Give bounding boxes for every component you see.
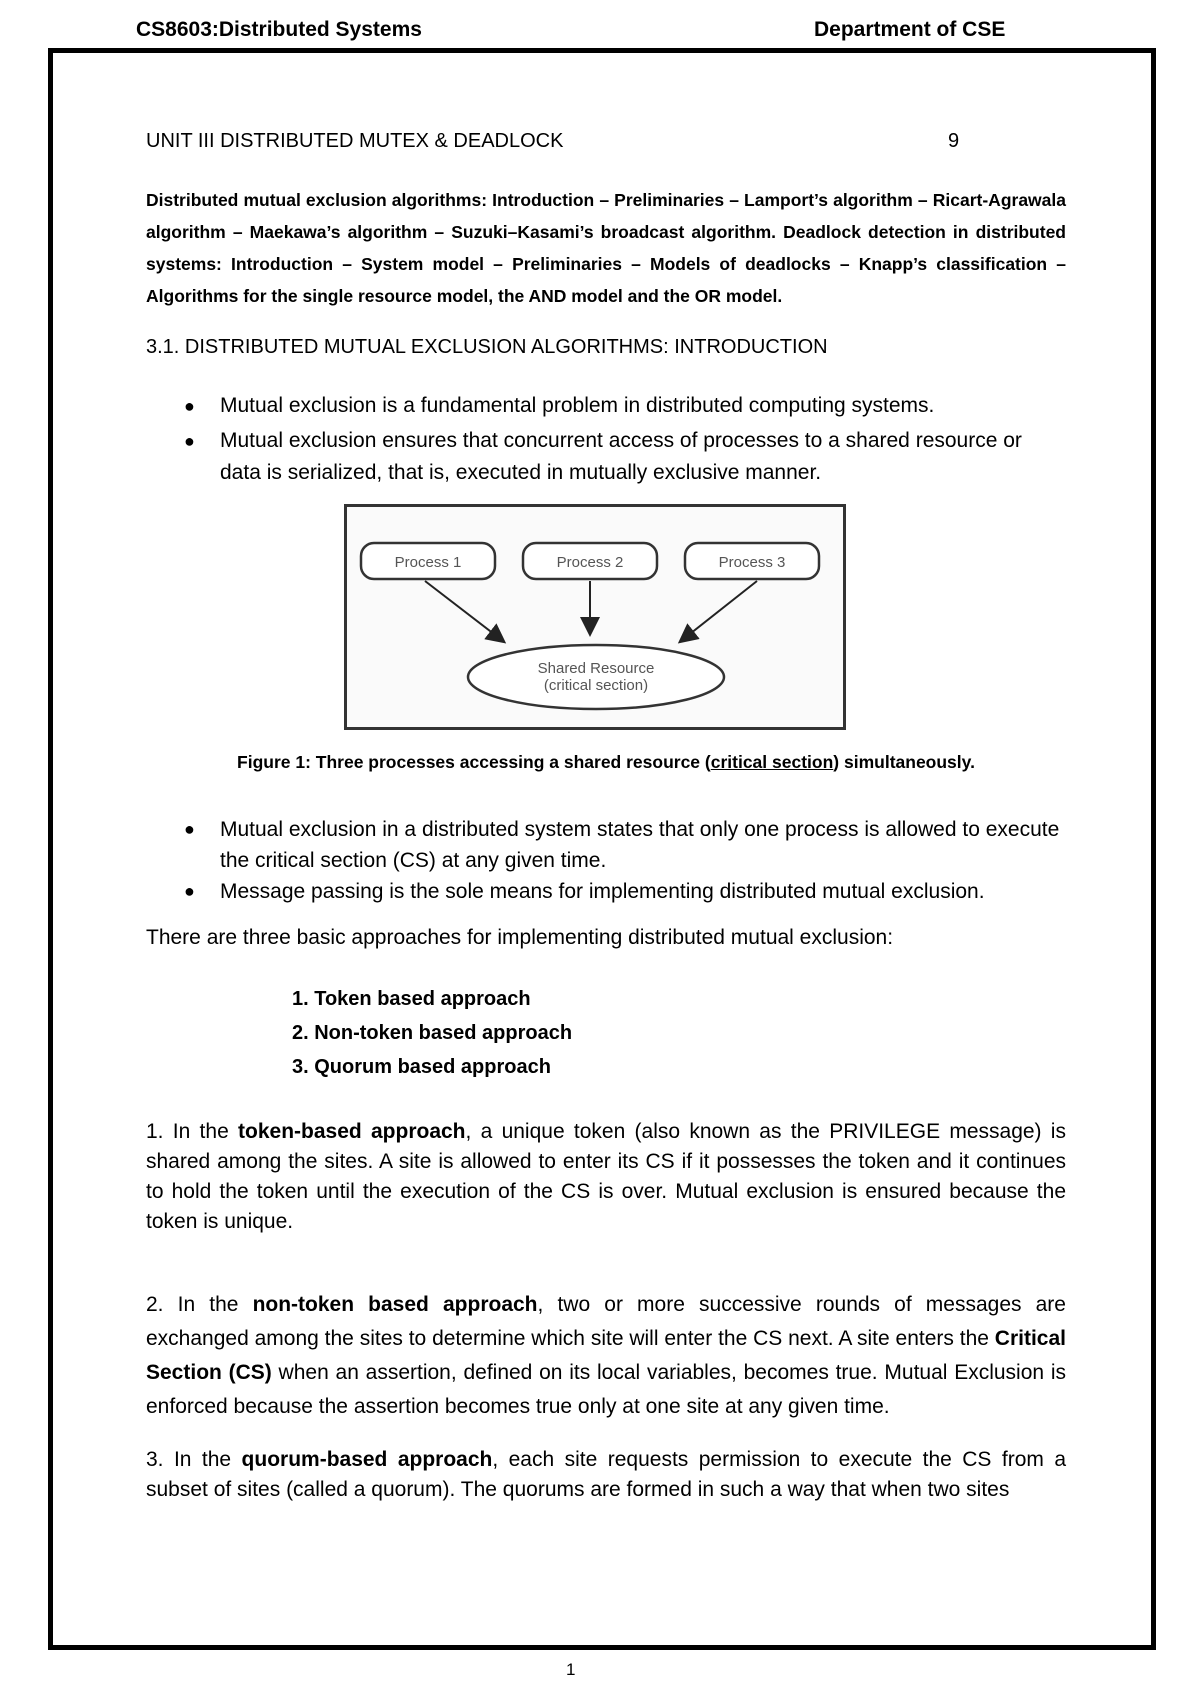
process3-label: Process 3 xyxy=(718,554,786,571)
list-item: ● Mutual exclusion is a fundamental problem in distributed computing systems. xyxy=(146,390,1066,422)
resource-label-2: (critical section) xyxy=(543,677,649,694)
list-item: 3. Quorum based approach xyxy=(292,1056,551,1078)
diagram-svg xyxy=(347,507,843,727)
page-number: 1 xyxy=(566,1660,576,1679)
bullet-list-bottom xyxy=(146,814,1066,907)
list-item: ● Mutual exclusion ensures that concurrent access of processes to a shared resource or data is serialized, that is, executed in mutually exclusive manner. xyxy=(146,425,1066,489)
section-title: 3.1. DISTRIBUTED MUTUAL EXCLUSION ALGORITHMS: INTRODUCTION xyxy=(146,336,828,358)
process-diagram xyxy=(344,504,846,730)
header-department: Department of CSE xyxy=(814,18,1006,41)
list-item: 1. Token based approach xyxy=(292,988,531,1010)
critical-section-link: critical section xyxy=(710,752,834,772)
paragraph-non-token: 2. In the non-token based approach, two or more successive rounds of messages are exchanged among the sites to determine which site will enter the CS next. A site enters the Critical Section (CS) when an assertion, defined on its local variables, becomes true. Mutual Exclusion is enforced because the assertion becomes true only at one site at any given time. xyxy=(146,1293,1067,1418)
header-course: CS8603:Distributed Systems xyxy=(136,18,422,41)
paragraph-token: 1. In the token-based approach, a unique token (also known as the PRIVILEGE message) is shared among the sites. A site is allowed to enter its CS if it possesses the token and it continues to hold the token until the execution of the CS is over. Mutual exclusion is ensured because the token is unique. xyxy=(146,1120,1066,1233)
process2-label: Process 2 xyxy=(556,554,624,571)
paragraph-quorum: 3. In the quorum-based approach, each site requests permission to execute the CS from a subset of sites (called a quorum). The quorums are formed in such a way that when two sites xyxy=(146,1448,1066,1501)
list-item: ● Mutual exclusion in a distributed system states that only one process is allowed to execute the critical section (CS) at any given time. xyxy=(146,814,1066,876)
process1-label: Process 1 xyxy=(394,554,462,571)
figure-caption: Figure 1: Three processes accessing a shared resource (critical section) simultaneously. xyxy=(237,752,975,772)
bullet-list-top xyxy=(146,390,1066,492)
bullet-icon: ● xyxy=(184,881,195,901)
unit-syllabus: Distributed mutual exclusion algorithms: Introduction – Preliminaries – Lamport’s algorithm – Ricart-Agrawala algorithm – Maekawa’s algorithm – Suzuki–Kasami’s broadcast algorithm. Deadlock detection in distributed systems: Introduction – System model – Preliminaries – Models of deadlocks – Knapp’s classification – Algorithms for the single resource model, the AND model and the OR model. xyxy=(146,190,1066,306)
unit-title: UNIT III DISTRIBUTED MUTEX & DEADLOCK xyxy=(146,130,564,152)
list-item: 2. Non-token based approach xyxy=(292,1022,573,1044)
list-item: ● Message passing is the sole means for implementing distributed mutual exclusion. xyxy=(146,876,1066,907)
arrow-3 xyxy=(681,581,757,641)
approaches-intro: There are three basic approaches for implementing distributed mutual exclusion: xyxy=(146,926,894,949)
resource-label-1: Shared Resource xyxy=(537,660,655,677)
bullet-icon: ● xyxy=(184,431,195,451)
unit-hours: 9 xyxy=(948,130,960,152)
bullet-icon: ● xyxy=(184,819,195,839)
arrow-1 xyxy=(425,581,503,641)
approaches-list xyxy=(292,982,572,1084)
bullet-icon: ● xyxy=(184,396,195,416)
